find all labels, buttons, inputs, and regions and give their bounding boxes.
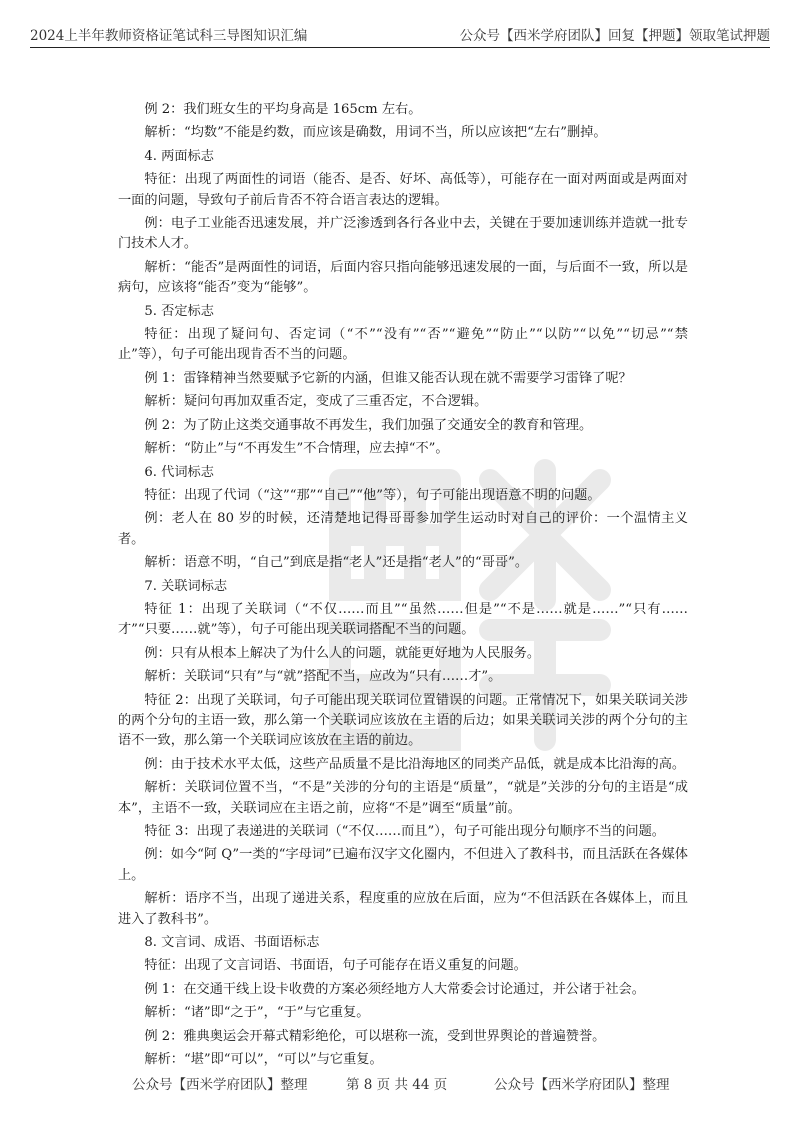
section-heading: 4. 两面标志	[144, 148, 214, 164]
paragraph: 解析：关联词位置不当，“不是”关涉的分句的主语是“质量”，“就是”关涉的分句的主语是“成本”，主语不一致，关联词应在主语之前，应将“不是”调至“质量”前。	[118, 780, 688, 816]
footer-left: 公众号【西米学府团队】整理	[132, 1077, 308, 1093]
page-header	[30, 22, 770, 48]
paragraph: 例：由于技术水平太低，这些产品质量不是比沿海地区的同类产品低，就是成本比沿海的高。	[144, 756, 686, 772]
paragraph: 例：如今“阿 Q”一类的“字母词”已遍布汉字文化圈内，不但进入了教科书，而且活跃在各媒体上。	[118, 847, 688, 883]
section-heading: 8. 文言词、成语、书面语标志	[144, 935, 320, 951]
paragraph: 例 1：雷锋精神当然要赋予它新的内涵，但谁又能否认现在就不需要学习雷锋了呢？	[144, 370, 632, 386]
paragraph: 例：只有从根本上解决了为什么人的问题，就能更好地为人民服务。	[144, 645, 541, 661]
header-promo: 公众号【西米学府团队】回复【押题】领取笔试押题	[459, 28, 770, 44]
paragraph: 例：老人在 80 岁的时候，还清楚地记得哥哥参加学生运动时对自己的评价：一个温情主义者。	[118, 511, 688, 547]
paragraph: 解析：语序不当，出现了递进关系，程度重的应放在后面，应为“不但活跃在各媒体上，而且进入了教科书”。	[118, 891, 688, 927]
paragraph: 解析：关联词“只有”与“就”搭配不当，应改为“只有……才”。	[144, 669, 502, 685]
paragraph: 特征：出现了代词（“这”“那”“自己”“他”等），句子可能出现语意不明的问题。	[144, 487, 601, 503]
paragraph: 特征 1：出现了关联词（“不仅……而且”“虽然……但是”“不是……就是……”“只有……才”“只要……就”等），句子可能出现关联词搭配不当的问题。	[118, 601, 688, 638]
paragraph: 特征 2：出现了关联词，句子可能出现关联词位置错误的问题。正常情况下，如果关联词关涉的两个分句的主语一致，那么第一个关联词应该放在主语的后边；如果关联词关涉的两个分句的主语不一致，那么第一个关联词应该放在主语的前边。	[118, 692, 688, 749]
paragraph: 例 1：在交通干线上设卡收费的方案必须经地方人大常委会讨论通过，并公诸于社会。	[144, 981, 645, 997]
paragraph: 解析：疑问句再加双重否定，变成了三重否定，不合逻辑。	[144, 394, 488, 410]
paragraph: 解析：“诸”即“之于”，“于”与它重复。	[144, 1005, 370, 1021]
paragraph: 特征 3：出现了表递进的关联词（“不仅……而且”），句子可能出现分句顺序不当的问题。	[144, 824, 665, 839]
paragraph: 解析：“均数”不能是约数，而应该是确数，用词不当，所以应该把“左右”删掉。	[144, 125, 607, 141]
paragraph: 解析：语意不明，“自己”到底是指“老人”还是指“老人”的“哥哥”。	[144, 555, 529, 571]
paragraph: 特征：出现了文言词语、书面语，句子可能存在语义重复的问题。	[144, 958, 527, 974]
page-number: 第 8 页 共 44 页	[346, 1077, 448, 1093]
section-heading: 5. 否定标志	[144, 303, 214, 319]
paragraph: 例 2：我们班女生的平均身高是 165cm 左右。	[144, 102, 422, 117]
paragraph: 解析：“能否”是两面性的词语，后面内容只指向能够迅速发展的一面，与后面不一致，所以是病句，应该将“能否”变为“能够”。	[118, 259, 688, 296]
paragraph: 解析：“堪”即“可以”，“可以”与它重复。	[144, 1052, 383, 1068]
paragraph: 例：电子工业能否迅速发展，并广泛渗透到各行各业中去，关键在于要加速训练并造就一批专门技术人才。	[118, 216, 688, 252]
document-body	[118, 100, 688, 1070]
paragraph: 特征：出现了疑问句、否定词（“不”“没有”“否”“避免”“防止”“以防”“以免”“切忌”“禁止”等），句子可能出现肯否不当的问题。	[118, 327, 688, 363]
paragraph: 解析：“防止”与“不再发生”不合情理，应去掉“不”。	[144, 441, 449, 457]
header-title: 2024上半年教师资格证笔试科三导图知识汇编	[30, 28, 308, 44]
paragraph: 特征：出现了两面性的词语（能否、是否、好坏、高低等），可能存在一面对两面或是两面对一面的问题，导致句子前后肯否不符合语言表达的逻辑。	[118, 172, 688, 208]
section-heading: 6. 代词标志	[144, 464, 214, 480]
paragraph: 例 2：雅典奥运会开幕式精彩绝伦，可以堪称一流，受到世界舆论的普遍赞誉。	[144, 1028, 606, 1044]
footer-right: 公众号【西米学府团队】整理	[494, 1077, 670, 1093]
paragraph: 例 2：为了防止这类交通事故不再发生，我们加强了交通安全的教育和管理。	[144, 417, 593, 433]
section-heading: 7. 关联词标志	[144, 578, 228, 594]
page-footer	[0, 1073, 800, 1093]
